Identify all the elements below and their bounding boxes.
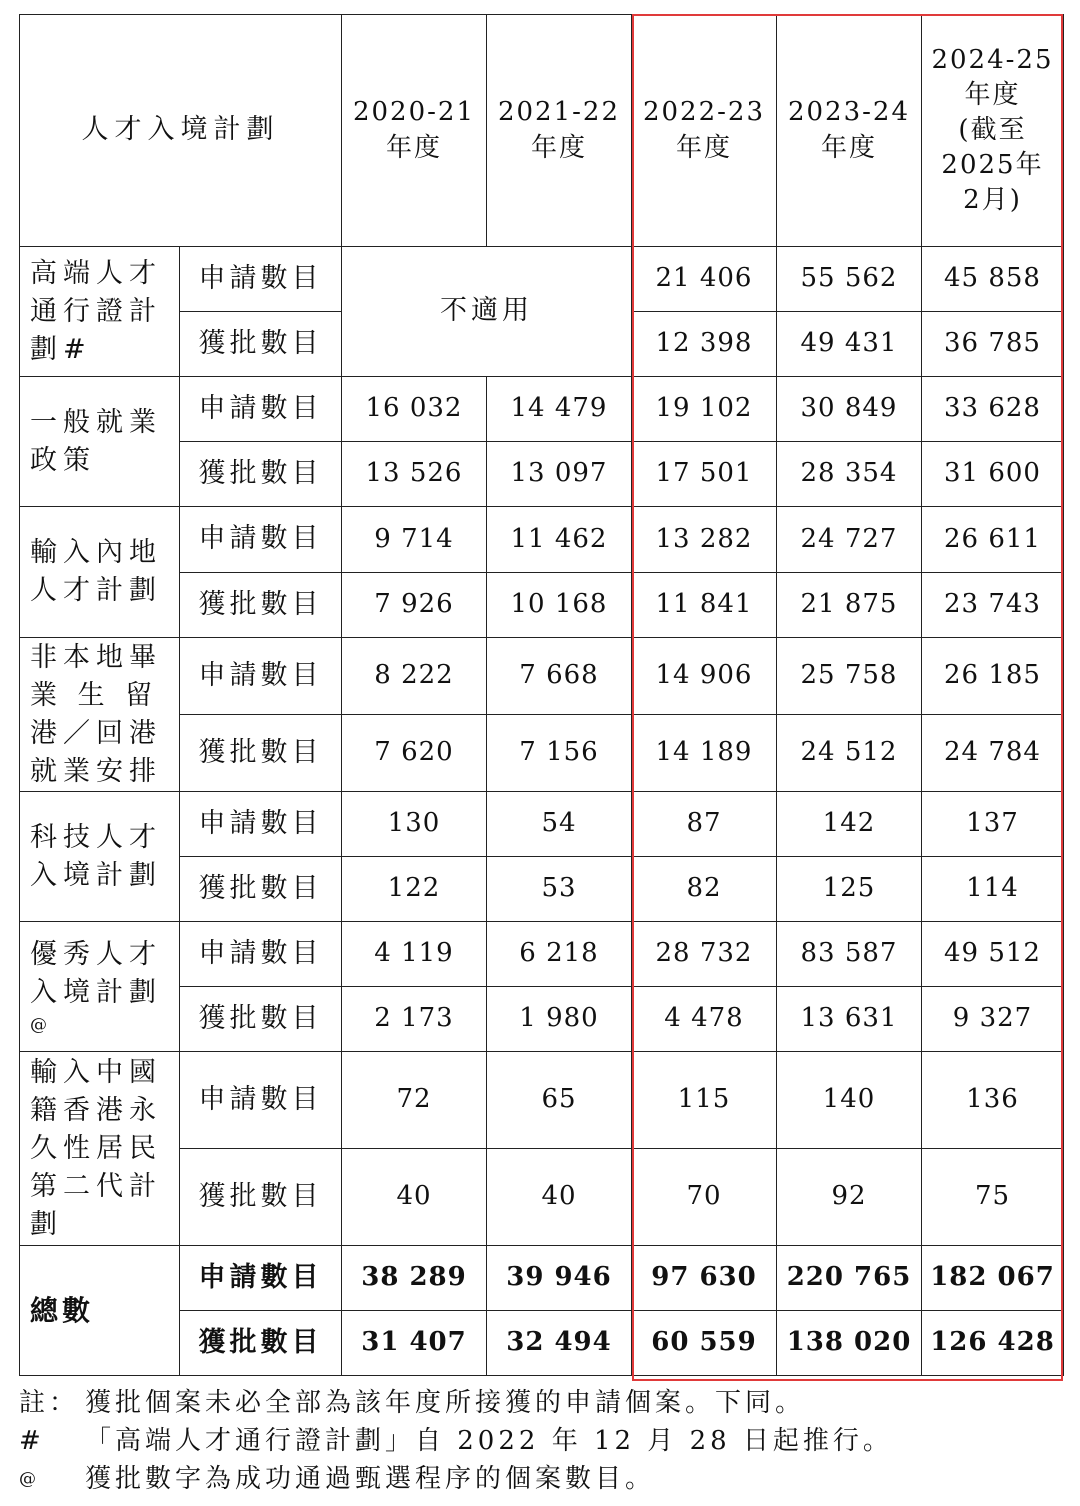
value-cell: 137	[922, 792, 1064, 857]
year-header-line: 2024-25	[931, 44, 1054, 75]
footnote-mark: 註：	[19, 1388, 80, 1418]
value-cell: 28 354	[777, 442, 922, 507]
value-cell: 23 743	[922, 573, 1064, 638]
value-cell: 7 668	[487, 638, 632, 715]
value-cell: 72	[342, 1052, 487, 1149]
value-cell: 92	[777, 1149, 922, 1246]
value-cell: 75	[922, 1149, 1064, 1246]
metric-label: 獲批數目	[180, 715, 342, 792]
year-header-line: 2020-21	[352, 97, 476, 128]
footnote-text: 獲批數字為成功通過甄選程序的個案數目。	[85, 1464, 656, 1494]
scheme-name-line: 第二代計	[30, 1170, 162, 1202]
value-cell: 10 168	[487, 573, 632, 638]
value-cell: 7 926	[342, 573, 487, 638]
value-cell: 13 282	[632, 507, 777, 573]
value-cell: 55 562	[777, 247, 922, 312]
value-cell: 14 479	[487, 377, 632, 442]
scheme-name	[20, 507, 180, 638]
year-header-line: 2021-22	[497, 97, 621, 128]
scheme-name	[20, 922, 180, 1052]
year-header-line: 年度	[385, 132, 442, 163]
value-cell: 6 218	[487, 922, 632, 987]
value-cell: 1 980	[487, 987, 632, 1052]
value-cell: 16 032	[342, 377, 487, 442]
metric-label: 獲批數目	[180, 442, 342, 507]
scheme-name-line: 業 生 留	[30, 679, 159, 711]
scheme-name-line: 入境計劃	[30, 859, 162, 891]
scheme-name-line: 輸入中國	[30, 1056, 162, 1088]
total-value-cell: 138 020	[777, 1311, 922, 1376]
value-cell: 45 858	[922, 247, 1064, 312]
year-header-3	[777, 15, 922, 247]
header-row	[20, 15, 1064, 247]
scheme-name-line: 就業安排	[30, 755, 162, 787]
value-cell: 31 600	[922, 442, 1064, 507]
total-value-cell: 126 428	[922, 1311, 1064, 1376]
year-header-1	[487, 15, 632, 247]
value-cell: 33 628	[922, 377, 1064, 442]
metric-label: 申請數目	[180, 792, 342, 857]
scheme-name	[20, 247, 180, 377]
footnote-mark: @	[19, 1469, 40, 1489]
value-cell: 130	[342, 792, 487, 857]
value-cell: 65	[487, 1052, 632, 1149]
value-cell: 14 189	[632, 715, 777, 792]
metric-label: 申請數目	[180, 507, 342, 573]
value-cell: 21 406	[632, 247, 777, 312]
value-cell: 36 785	[922, 312, 1064, 377]
table-row	[20, 638, 1064, 715]
metric-label: 獲批數目	[180, 1149, 342, 1246]
footnote-text: 獲批個案未必全部為該年度所接獲的申請個案。下同。	[85, 1388, 806, 1418]
scheme-name-line: @	[30, 1014, 53, 1035]
value-cell: 21 875	[777, 573, 922, 638]
scheme-name-line: 高端人才	[30, 257, 162, 289]
metric-label: 獲批數目	[180, 312, 342, 377]
value-cell: 11 841	[632, 573, 777, 638]
talent-admission-table	[19, 14, 1064, 1376]
scheme-name-line: 人才計劃	[30, 575, 162, 606]
metric-label: 獲批數目	[180, 573, 342, 638]
value-cell: 9 327	[922, 987, 1064, 1052]
value-cell: 53	[487, 857, 632, 922]
footnote-line	[19, 1384, 1063, 1422]
year-header-line: 年度	[530, 132, 587, 163]
year-header-line: 2025年	[941, 150, 1044, 181]
metric-label: 申請數目	[180, 1246, 342, 1311]
total-value-cell: 31 407	[342, 1311, 487, 1376]
footnote-mark: #	[19, 1426, 45, 1456]
scheme-header: 人才入境計劃	[20, 15, 342, 247]
metric-label: 獲批數目	[180, 987, 342, 1052]
scheme-name-line: 劃#	[30, 333, 92, 365]
total-row	[20, 1246, 1064, 1311]
scheme-name	[20, 377, 180, 507]
year-header-line: 年度	[820, 132, 877, 163]
value-cell: 26 611	[922, 507, 1064, 573]
metric-label: 申請數目	[180, 377, 342, 442]
total-value-cell: 182 067	[922, 1246, 1064, 1311]
value-cell: 4 119	[342, 922, 487, 987]
total-value-cell: 97 630	[632, 1246, 777, 1311]
year-header-line: 2022-23	[642, 97, 766, 128]
scheme-name-line: 久性居民	[30, 1132, 162, 1164]
value-cell: 82	[632, 857, 777, 922]
scheme-name-line: 入境計劃	[30, 976, 162, 1008]
year-header-line: 2月)	[963, 185, 1022, 216]
scheme-name-line: 優秀人才	[30, 938, 162, 970]
year-header-0	[342, 15, 487, 247]
value-cell: 11 462	[487, 507, 632, 573]
scheme-name-line: 政策	[30, 444, 96, 476]
value-cell: 70	[632, 1149, 777, 1246]
year-header-line: 年度	[964, 79, 1021, 110]
scheme-name	[20, 1052, 180, 1246]
value-cell: 125	[777, 857, 922, 922]
value-cell: 142	[777, 792, 922, 857]
scheme-name-line: 通行證計	[30, 295, 162, 327]
value-cell: 28 732	[632, 922, 777, 987]
value-cell: 122	[342, 857, 487, 922]
total-label: 總數	[20, 1246, 180, 1376]
table-row	[20, 792, 1064, 857]
value-cell: 17 501	[632, 442, 777, 507]
value-cell: 13 097	[487, 442, 632, 507]
footnotes	[19, 1384, 1063, 1498]
table-row	[20, 247, 1064, 312]
scheme-name	[20, 638, 180, 792]
value-cell: 24 512	[777, 715, 922, 792]
footnote-text: 「高端人才通行證計劃」自 2022 年 12 月 28 日起推行。	[85, 1426, 893, 1456]
scheme-name-line: 劃	[30, 1208, 63, 1240]
year-header-line: 2023-24	[787, 97, 911, 128]
metric-label: 獲批數目	[180, 1311, 342, 1376]
scheme-name-line: 港／回港	[30, 717, 162, 749]
value-cell: 54	[487, 792, 632, 857]
value-cell: 25 758	[777, 638, 922, 715]
value-cell: 40	[487, 1149, 632, 1246]
value-cell: 8 222	[342, 638, 487, 715]
scheme-name	[20, 792, 180, 922]
scheme-name-line: 非本地畢	[30, 641, 162, 673]
value-cell: 26 185	[922, 638, 1064, 715]
value-cell: 40	[342, 1149, 487, 1246]
value-cell: 13 631	[777, 987, 922, 1052]
value-cell: 114	[922, 857, 1064, 922]
total-value-cell: 60 559	[632, 1311, 777, 1376]
value-cell: 14 906	[632, 638, 777, 715]
scheme-name-line: 一般就業	[30, 406, 162, 438]
table-row	[20, 1052, 1064, 1149]
value-cell: 7 620	[342, 715, 487, 792]
table-row	[20, 922, 1064, 987]
not-applicable: 不適用	[342, 247, 632, 377]
metric-label: 申請數目	[180, 1052, 342, 1149]
total-value-cell: 32 494	[487, 1311, 632, 1376]
total-value-cell: 38 289	[342, 1246, 487, 1311]
total-value-cell: 39 946	[487, 1246, 632, 1311]
value-cell: 24 784	[922, 715, 1064, 792]
value-cell: 24 727	[777, 507, 922, 573]
value-cell: 87	[632, 792, 777, 857]
footnote-line	[19, 1422, 1063, 1460]
footnote-line	[19, 1460, 1063, 1498]
year-header-4	[922, 15, 1064, 247]
value-cell: 13 526	[342, 442, 487, 507]
total-value-cell: 220 765	[777, 1246, 922, 1311]
scheme-name-line: 輸入內地	[30, 537, 162, 568]
scheme-name-line: 科技人才	[30, 821, 162, 853]
table-row	[20, 507, 1064, 573]
year-header-2	[632, 15, 777, 247]
metric-label: 申請數目	[180, 922, 342, 987]
value-cell: 9 714	[342, 507, 487, 573]
table-row	[20, 377, 1064, 442]
value-cell: 136	[922, 1052, 1064, 1149]
year-header-line: 年度	[675, 132, 732, 163]
value-cell: 49 512	[922, 922, 1064, 987]
value-cell: 140	[777, 1052, 922, 1149]
value-cell: 83 587	[777, 922, 922, 987]
metric-label: 申請數目	[180, 638, 342, 715]
value-cell: 115	[632, 1052, 777, 1149]
value-cell: 7 156	[487, 715, 632, 792]
value-cell: 19 102	[632, 377, 777, 442]
metric-label: 獲批數目	[180, 857, 342, 922]
year-header-line: (截至	[958, 114, 1027, 145]
value-cell: 12 398	[632, 312, 777, 377]
value-cell: 49 431	[777, 312, 922, 377]
value-cell: 30 849	[777, 377, 922, 442]
value-cell: 4 478	[632, 987, 777, 1052]
value-cell: 2 173	[342, 987, 487, 1052]
metric-label: 申請數目	[180, 247, 342, 312]
scheme-name-line: 籍香港永	[30, 1094, 162, 1126]
